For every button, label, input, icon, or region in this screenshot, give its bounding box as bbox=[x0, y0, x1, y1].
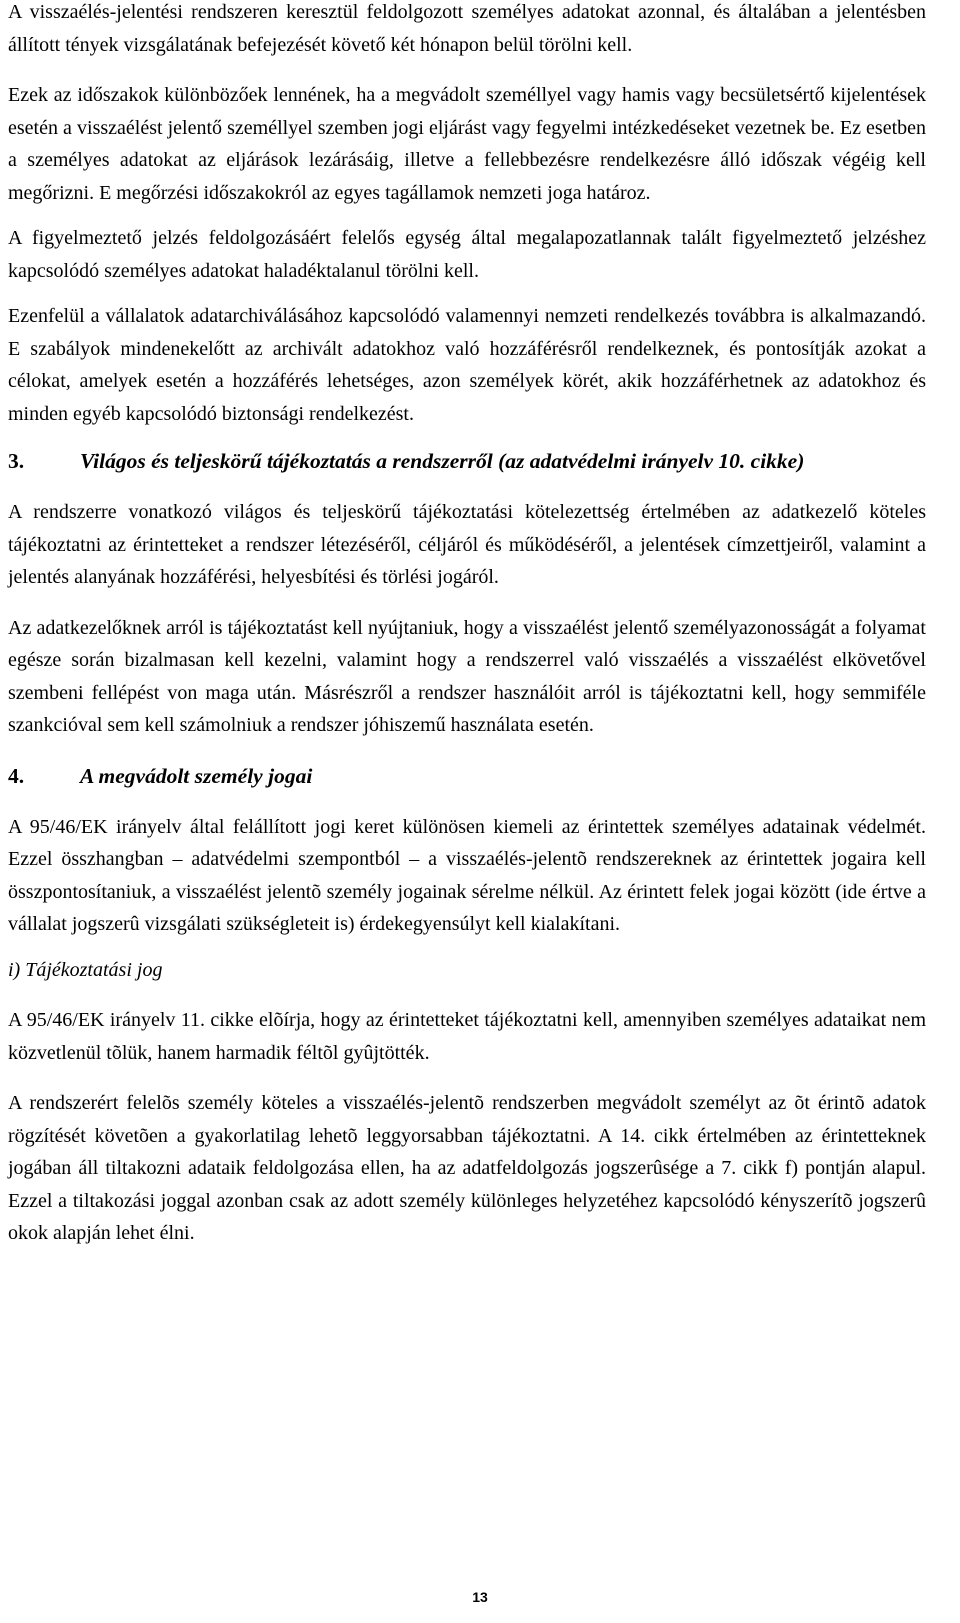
paragraph-confidentiality: Az adatkezelőknek arról is tájékoztatást kell nyújtaniuk, hogy a visszaélést jelentő személyazonosságát a folyamat egésze során bizalmasan kell kezelni, valamint hogy a rendszerrel való visszaélés a visszaélést elkövetővel szembeni fellépést von maga után. Másrészről a rendszer használóit arról is tájékoztatni kell, hogy semmiféle szankcióval sem kell számolniuk a rendszer jóhiszemű használata esetén. bbox=[8, 616, 926, 736]
section-number: 3. bbox=[8, 449, 25, 473]
document-page bbox=[8, 0, 926, 1250]
paragraph-archiving: Ezenfelül a vállalatok adatarchiválásához kapcsolódó valamennyi nemzeti rendelkezés továbbra is alkalmazandó. E szabályok mindenekelőtt az archivált adatokhoz való hozzáférésről rendelkeznek, és pontosítják azokat a célokat, amelyek esetén a hozzáférés lehetséges, azon személyek körét, akik hozzáférhetnek az adatokhoz és minden egyéb kapcsolódó biztonsági rendelkezést. bbox=[8, 305, 926, 425]
paragraph-unfounded-report: A figyelmeztető jelzés feldolgozásáért felelős egység által megalapozatlannak talált figyelmeztető jelzéshez kapcsolódó személyes adatokat haladéktalanul törölni kell. bbox=[8, 227, 926, 282]
paragraph-information-duty: A rendszerre vonatkozó világos és teljeskörű tájékoztatási kötelezettség értelmében az adatkezelő köteles tájékoztatni az érintetteket a rendszer létezéséről, céljáról és működéséről, a jelentések címzettjeiről, valamint a jelentés alanyának hozzáférési, helyesbítési és törlési jogáról. bbox=[8, 501, 926, 588]
paragraph-objection-right: A rendszerért felelõs személy köteles a visszaélés-jelentõ rendszerben megvádolt személyt az õt érintõ adatok rögzítését követõen a gyakorlatilag lehetõ leggyorsabban tájékoztatni. A 14. cikk értelmében az érintetteknek jogában áll tiltakozni adataik feldolgozása ellen, ha az adatfeldolgozás jogszerûsége a 7. cikk f) pontján alapul. Ezzel a tiltakozási joggal azonban csak az adott személy különleges helyzetéhez kapcsolódó kényszerítõ jogszerû okok alapján lehet élni. bbox=[8, 1092, 926, 1244]
paragraph-legal-framework: A 95/46/EK irányelv által felállított jogi keret különösen kiemeli az érintettek személyes adatainak védelmét. Ezzel összhangban – adatvédelmi szempontból – a visszaélés-jelentõ rendszereknek az érintettek jogaira kell összpontosítaniuk, a visszaélést jelentõ személy jogainak sérelme nélkül. Az érintett felek jogai között (ide értve a vállalat jogszerû vizsgálati szükségleteit is) érdekegyensúlyt kell kialakítani. bbox=[8, 815, 926, 935]
section-title: Világos és teljeskörű tájékoztatás a rendszerről (az adatvédelmi irányelv 10. cikke) bbox=[80, 449, 805, 473]
paragraph-article-11: A 95/46/EK irányelv 11. cikke elõírja, hogy az érintetteket tájékoztatni kell, amennyiben személyes adataikat nem közvetlenül tõlük, hanem harmadik féltõl gyûjtötték. bbox=[8, 1009, 926, 1064]
section-number: 4. bbox=[8, 763, 25, 788]
paragraph-data-deletion: A visszaélés-jelentési rendszeren keresztül feldolgozott személyes adatokat azonnal, és általában a jelentésben állított tények vizsgálatának befejezését követő két hónapon belül törölni kell. bbox=[8, 1, 926, 56]
section-title: A megvádolt személy jogai bbox=[80, 763, 313, 788]
paragraph-retention-periods: Ezek az időszakok különbözőek lennének, ha a megvádolt személlyel vagy hamis vagy becsületsértő kijelentések esetén a visszaélést jelentő személlyel szemben jogi eljárást vagy fegyelmi intézkedéseket vezetnek be. Ez esetben a személyes adatokat az eljárások lezárásáig, illetve a fellebbezésre rendelkezésre álló időszak végéig kell megőrizni. E megőrzési időszakokról az egyes tagállamok nemzeti joga határoz. bbox=[8, 84, 926, 204]
page-number: 13 bbox=[472, 1589, 488, 1605]
subheading-information-right: i) Tájékoztatási jog bbox=[8, 958, 163, 981]
section-heading-4 bbox=[8, 760, 926, 793]
section-heading-3 bbox=[8, 445, 926, 478]
